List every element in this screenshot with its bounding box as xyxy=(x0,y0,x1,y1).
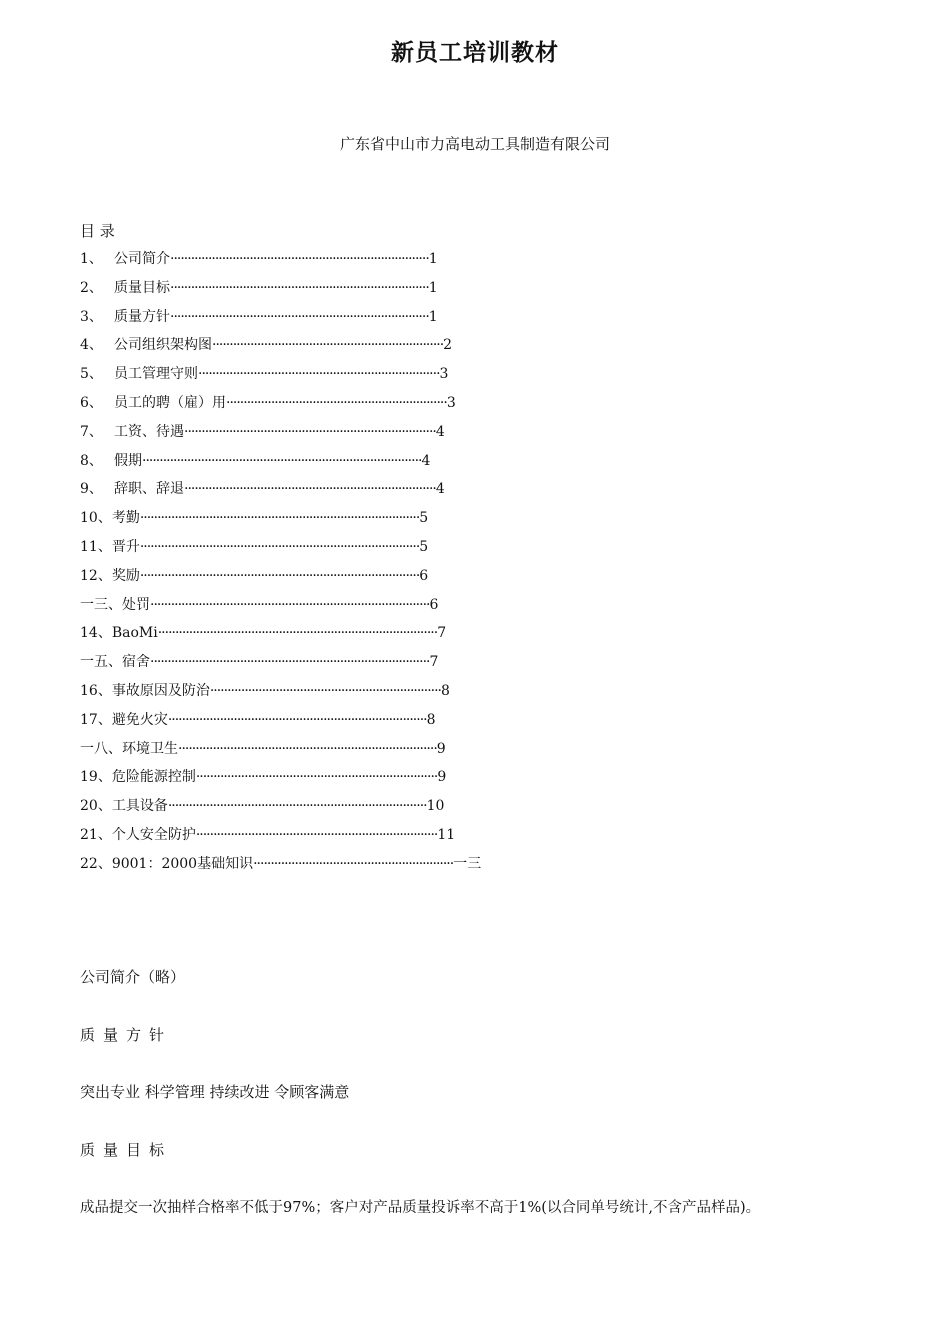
document-title: 新员工培训教材 xyxy=(391,39,559,66)
toc-item-label: 晋升 xyxy=(111,538,140,555)
toc-item-page: 一三 xyxy=(453,855,482,872)
toc-item xyxy=(80,594,680,623)
toc-item-label: 辞职、辞退 xyxy=(114,481,184,498)
toc-leader-dots: ················································································· xyxy=(139,538,420,555)
toc-leader-dots: ················································································· xyxy=(139,567,420,584)
toc-item-number: 2、 xyxy=(80,279,103,296)
toc-item-label: 员工的聘（雇）用 xyxy=(114,394,226,411)
toc-item-label: 危险能源控制 xyxy=(111,769,196,786)
table-of-contents xyxy=(80,248,680,882)
toc-item-page: 1 xyxy=(428,251,438,267)
toc-item-number: 21、 xyxy=(80,826,112,843)
toc-item xyxy=(80,450,680,479)
toc-item-label: 质量方针 xyxy=(114,308,170,325)
toc-item xyxy=(80,709,680,738)
toc-item-label: 事故原因及防治 xyxy=(111,682,210,699)
toc-item xyxy=(80,277,680,306)
toc-item-number: 9、 xyxy=(80,481,103,498)
toc-item-page: 3 xyxy=(439,366,449,383)
toc-item-number: 11、 xyxy=(80,538,112,555)
toc-item xyxy=(80,766,680,795)
toc-item xyxy=(80,565,680,594)
toc-item-number: 17、 xyxy=(80,711,112,728)
toc-heading: 目 录 xyxy=(80,222,115,240)
quality-goal-text: 成品提交一次抽样合格率不低于97%；客户对产品质量投诉率不高于1%(以合同单号统计,不含产品样品)。 xyxy=(80,1200,761,1216)
toc-item xyxy=(80,680,680,709)
toc-item-label: 宿舍 xyxy=(122,654,150,671)
toc-item-page: 7 xyxy=(429,654,439,671)
toc-item xyxy=(80,795,680,824)
toc-item-page: 8 xyxy=(441,682,450,699)
toc-leader-dots: ······································································ xyxy=(198,366,440,383)
toc-item xyxy=(80,421,680,450)
toc-leader-dots: ··········································································· xyxy=(170,279,429,296)
toc-item xyxy=(80,853,680,882)
toc-item-number: 一八、 xyxy=(80,740,122,757)
toc-item-page: 10 xyxy=(426,798,445,815)
toc-leader-dots: ················································································· xyxy=(139,510,420,527)
toc-leader-dots: ··········································································· xyxy=(170,251,429,267)
toc-item-page: 4 xyxy=(421,452,431,469)
quality-policy-heading: 质量方针 xyxy=(80,1026,173,1044)
toc-item-page: 9 xyxy=(437,769,447,786)
toc-item-label: 工具设备 xyxy=(111,798,168,815)
toc-item-number: 12、 xyxy=(80,567,112,584)
toc-leader-dots: ······································································ xyxy=(195,769,438,786)
toc-item-number: 4、 xyxy=(80,337,103,354)
toc-item-number: 8、 xyxy=(80,452,103,469)
toc-item-label: BaoMi xyxy=(111,625,158,642)
toc-item-page: 9 xyxy=(436,740,446,757)
toc-item-page: 8 xyxy=(426,711,436,728)
toc-leader-dots: ········································································· xyxy=(184,423,436,440)
toc-item xyxy=(80,651,680,680)
toc-leader-dots: ··········································································· xyxy=(167,711,427,728)
toc-item-label: 避免火灾 xyxy=(111,711,168,728)
toc-item-page: 5 xyxy=(419,510,429,527)
toc-item-number: 7、 xyxy=(80,423,103,440)
toc-item-page: 7 xyxy=(437,625,447,642)
toc-item-number: 一三、 xyxy=(80,596,122,613)
toc-leader-dots: ································································ xyxy=(226,394,447,411)
toc-item xyxy=(80,306,680,335)
toc-item-page: 5 xyxy=(419,538,429,555)
toc-leader-dots: ··································································· xyxy=(212,337,444,354)
toc-item xyxy=(80,248,680,277)
toc-item-number: 6、 xyxy=(80,394,103,411)
toc-item-label: 员工管理守则 xyxy=(114,366,198,383)
toc-item-page: 1 xyxy=(428,279,438,296)
toc-item-page: 6 xyxy=(429,596,439,613)
toc-item-page: 6 xyxy=(419,567,429,584)
toc-item-label: 环境卫生 xyxy=(122,740,178,757)
toc-item xyxy=(80,536,680,565)
toc-item-page: 4 xyxy=(435,423,445,440)
toc-item-page: 4 xyxy=(435,481,445,498)
toc-leader-dots: ········································································· xyxy=(184,481,436,498)
toc-item-label: 质量目标 xyxy=(114,279,170,296)
toc-leader-dots: ················································································· xyxy=(150,654,430,671)
toc-item-page: 2 xyxy=(443,337,453,354)
toc-item xyxy=(80,478,680,507)
toc-leader-dots: ··········································································· xyxy=(178,740,437,757)
company-intro: 公司简介（略） xyxy=(80,968,186,986)
toc-item-number: 5、 xyxy=(80,366,103,383)
toc-item-number: 1、 xyxy=(80,251,103,267)
toc-leader-dots: ··········································································· xyxy=(170,308,429,325)
toc-item-page: 1 xyxy=(428,308,438,325)
toc-item-number: 19、 xyxy=(80,769,112,786)
toc-item-page: 11 xyxy=(437,826,456,843)
toc-item xyxy=(80,363,680,392)
toc-item xyxy=(80,824,680,853)
toc-item-label: 工资、待遇 xyxy=(114,423,184,440)
toc-item-number: 14、 xyxy=(80,625,112,642)
toc-item-number: 3、 xyxy=(80,308,103,325)
company-name: 广东省中山市力高电动工具制造有限公司 xyxy=(339,135,610,153)
toc-item xyxy=(80,334,680,363)
quality-policy-text: 突出专业 科学管理 持续改进 令顾客满意 xyxy=(80,1083,350,1101)
toc-item-number: 20、 xyxy=(80,798,112,815)
toc-item xyxy=(80,622,680,651)
toc-item-label: 假期 xyxy=(114,452,142,469)
toc-leader-dots: ················································································· xyxy=(150,596,430,613)
toc-item-label: 处罚 xyxy=(122,596,150,613)
toc-item-label: 个人安全防护 xyxy=(111,826,196,843)
toc-leader-dots: ················································································· xyxy=(142,452,422,469)
toc-item-page: 3 xyxy=(446,394,456,411)
toc-item xyxy=(80,507,680,536)
toc-item-label: 9001：2000基础知识 xyxy=(111,855,254,872)
toc-item-number: 一五、 xyxy=(80,654,122,671)
toc-item-number: 16、 xyxy=(80,682,112,699)
toc-item-number: 22、 xyxy=(80,855,112,872)
toc-item-label: 考勤 xyxy=(111,510,140,527)
toc-item xyxy=(80,738,680,767)
toc-leader-dots: ··········································································· xyxy=(167,798,427,815)
toc-leader-dots: ················································································· xyxy=(157,625,438,642)
quality-goal-heading: 质量目标 xyxy=(80,1141,173,1159)
toc-leader-dots: ·························································· xyxy=(253,855,454,872)
toc-item-label: 奖励 xyxy=(111,567,140,584)
toc-item-number: 10、 xyxy=(80,510,112,527)
toc-item-label: 公司组织架构图 xyxy=(114,337,212,354)
toc-leader-dots: ··································································· xyxy=(209,682,441,699)
toc-item-label: 公司简介 xyxy=(114,251,170,267)
toc-leader-dots: ······································································ xyxy=(195,826,438,843)
toc-item xyxy=(80,392,680,421)
